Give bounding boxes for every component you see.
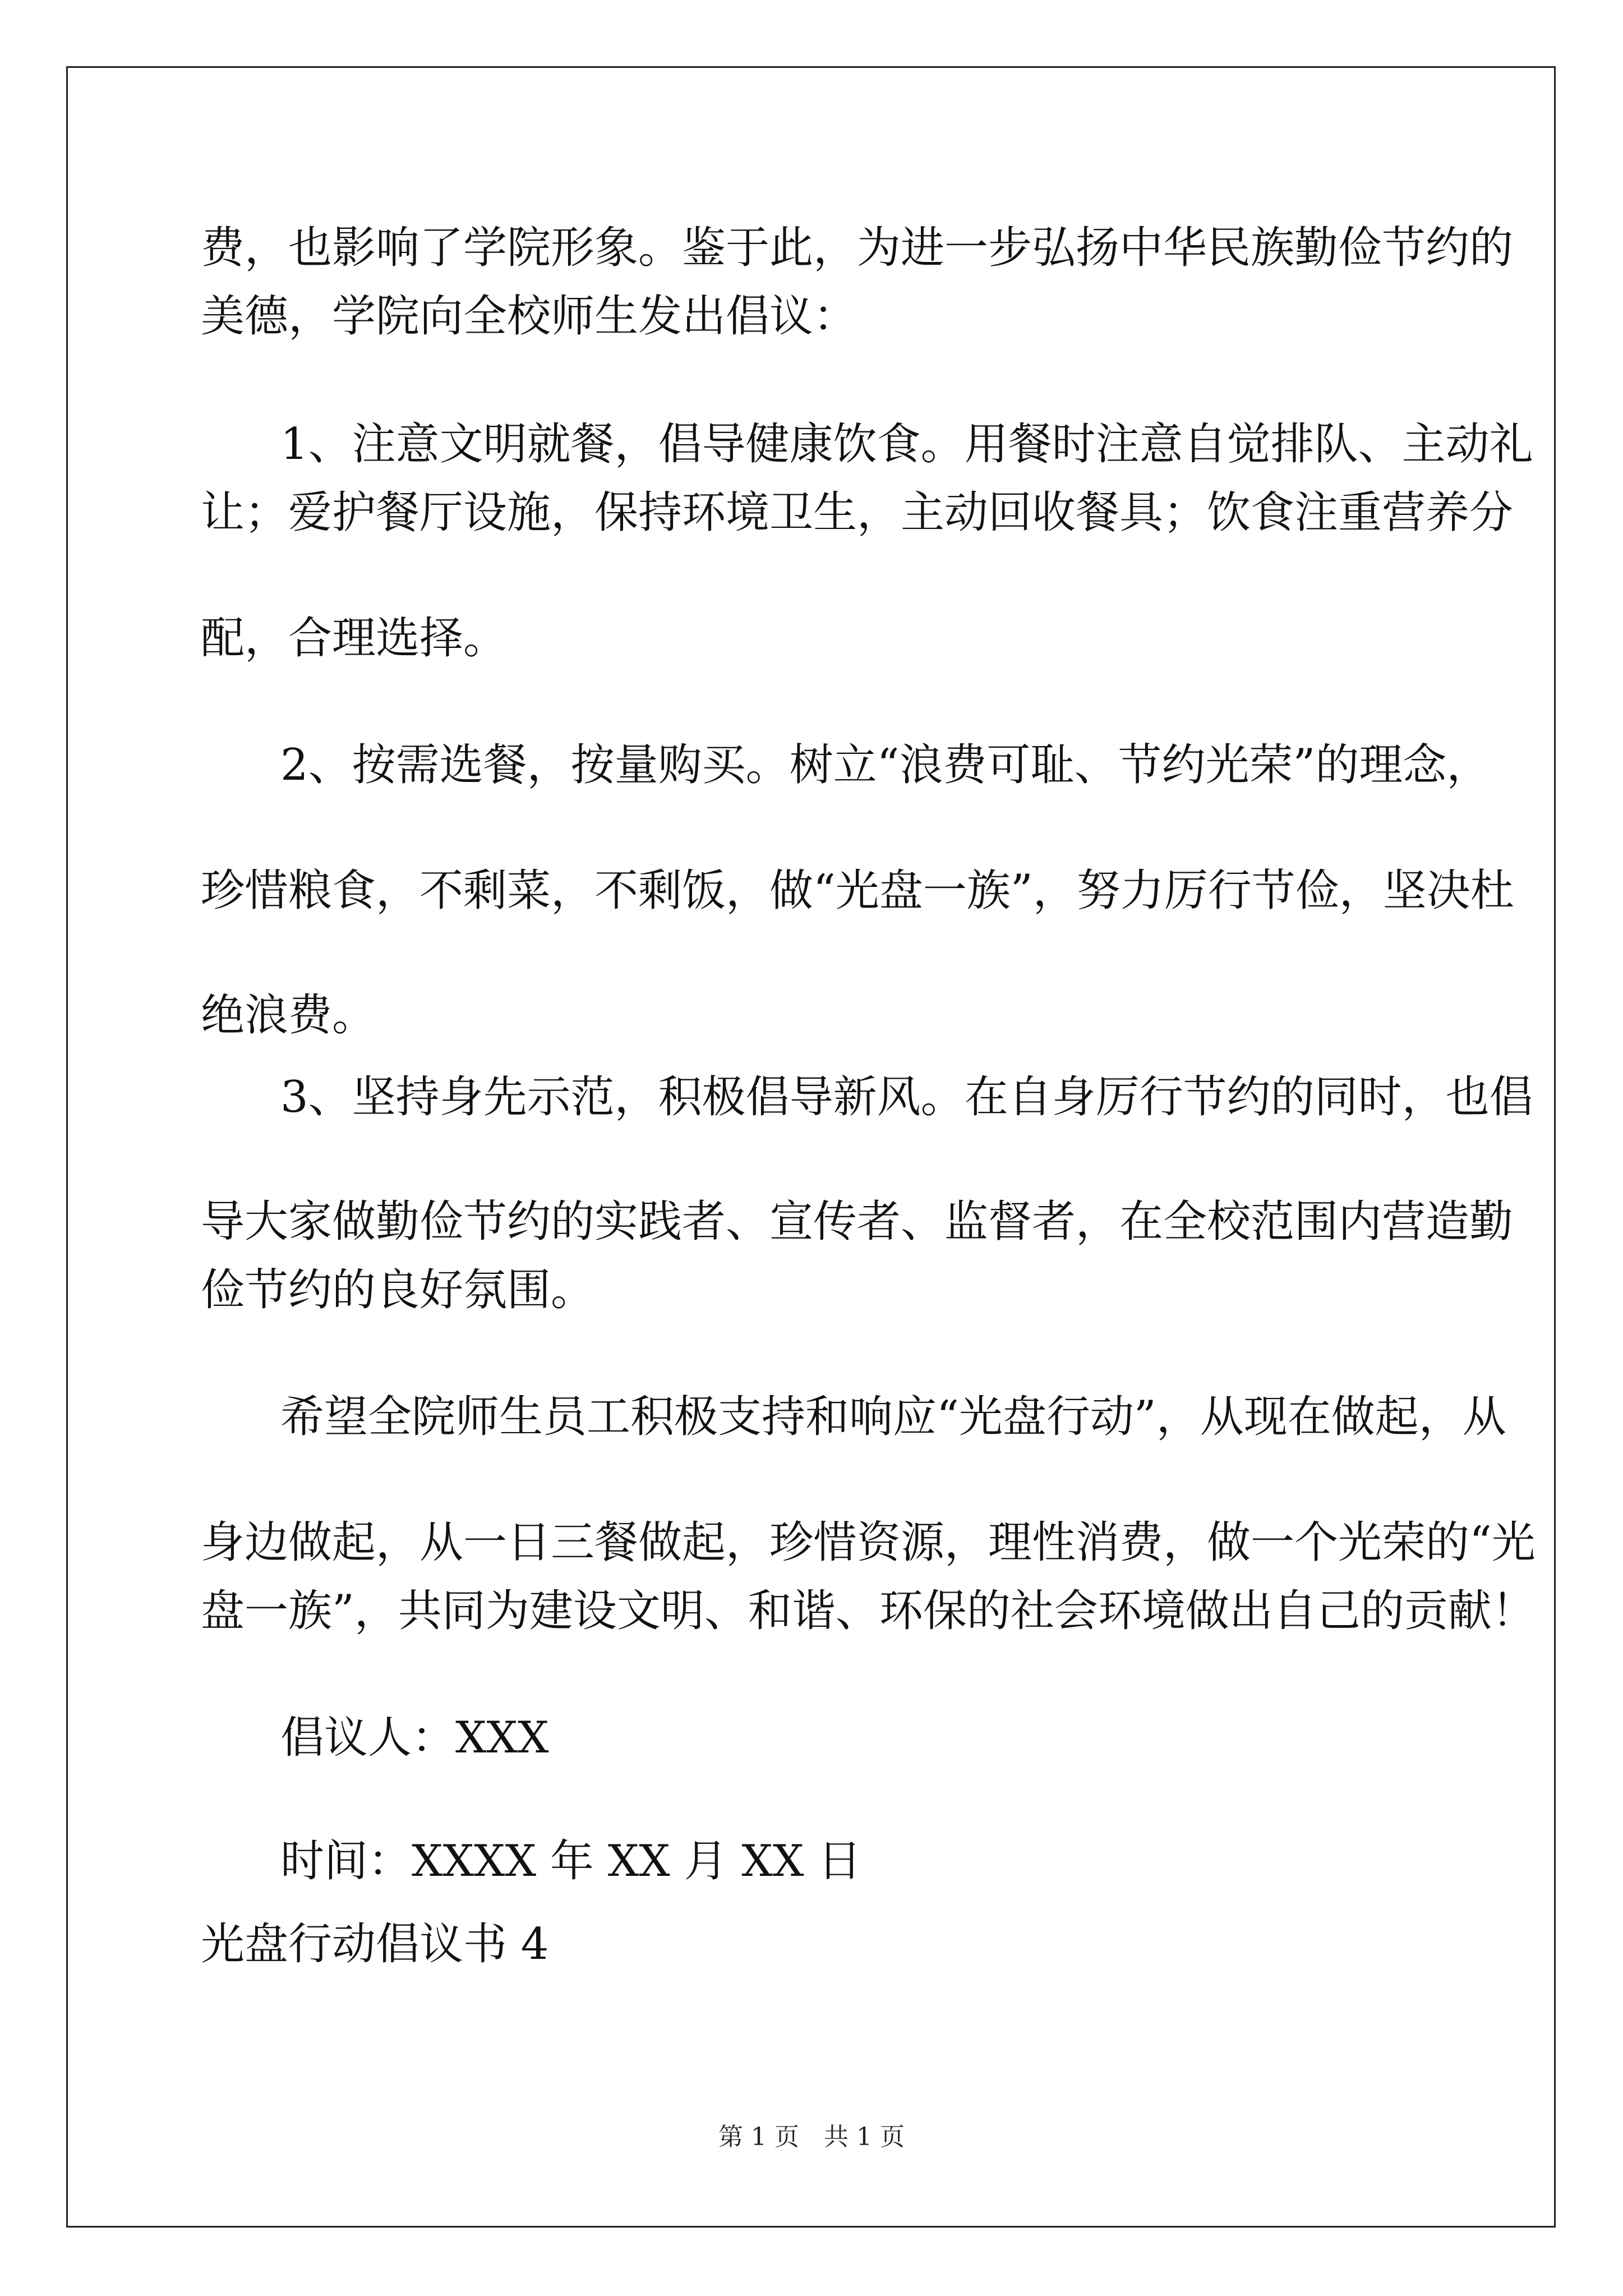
closing-paragraph-line-2: 身边做起，从一日三餐做起，珍惜资源，理性消费，做一个光荣的“光 — [201, 1517, 1536, 1568]
page-frame — [66, 66, 1556, 2228]
list-item-1-line-3: 配，合理选择。 — [201, 613, 508, 664]
closing-paragraph-line-1: 希望全院师生员工积极支持和响应“光盘行动”，从现在做起，从 — [280, 1392, 1506, 1442]
paragraph-line-2: 美德，学院向全校师生发出倡议： — [201, 291, 857, 342]
list-item-3-line-3: 俭节约的良好氛围。 — [201, 1265, 595, 1315]
list-item-2-line-2: 珍惜粮食，不剩菜，不剩饭，做“光盘一族”，努力厉行节俭，坚决杜 — [201, 866, 1514, 916]
list-item-3-line-2: 导大家做勤俭节约的实践者、宣传者、监督者，在全校范围内营造勤 — [201, 1197, 1514, 1247]
list-item-1-line-2: 让；爱护餐厅设施，保持环境卫生，主动回收餐具；饮食注重营养分 — [201, 487, 1514, 538]
list-item-2-line-3: 绝浪费。 — [201, 990, 376, 1041]
page-footer: 第 1 页 共 1 页 — [718, 2123, 905, 2151]
section-heading: 光盘行动倡议书 4 — [201, 1919, 549, 1970]
list-item-2-line-1: 2、按需选餐，按量购买。树立“浪费可耻、节约光荣”的理念， — [280, 740, 1491, 790]
list-item-1-line-1: 1、注意文明就餐，倡导健康饮食。用餐时注意自觉排队、主动礼 — [280, 419, 1533, 470]
list-item-3-line-1: 3、坚持身先示范，积极倡导新风。在自身厉行节约的同时，也倡 — [280, 1072, 1533, 1122]
initiator-line: 倡议人：XXX — [280, 1713, 549, 1763]
date-line: 时间：XXXX 年 XX 月 XX 日 — [280, 1836, 862, 1887]
paragraph-line-1: 费，也影响了学院形象。鉴于此，为进一步弘扬中华民族勤俭节约的 — [201, 223, 1514, 273]
closing-paragraph-line-3: 盘一族”，共同为建设文明、和谐、环保的社会环境做出自己的贡献！ — [201, 1586, 1536, 1636]
